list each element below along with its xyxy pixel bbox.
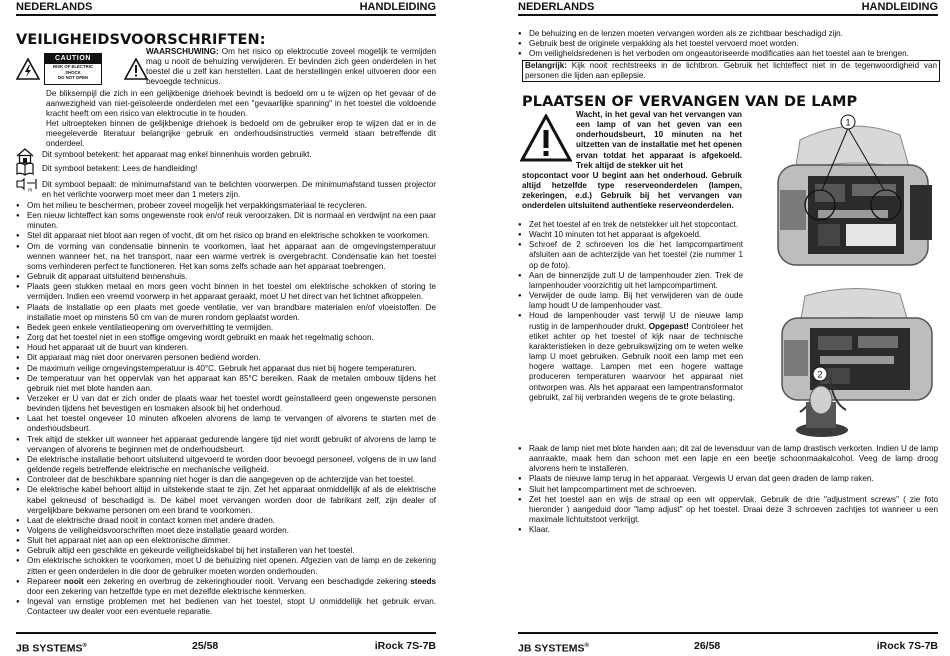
list-item: ● Dit apparaat mag niet door onervaren personen bediend worden. <box>16 353 436 363</box>
step-item: ● Klaar. <box>518 525 938 535</box>
read-manual-icon <box>16 162 34 176</box>
list-item: ● Plaats geen stukken metaal en mors geen vocht binnen in het toestel om elektrische schokken of storing te vermijden. Indien een vreemd voorwerp in het apparaat geraakt, moet U het direct van het lichtnet afkoppelen. <box>16 282 436 302</box>
important-lead: Belangrijk: <box>525 61 567 70</box>
list-item: ● Gebruik altijd een geschikte en gekeurde veiligheidskabel bij het installeren van het toestel. <box>16 546 436 556</box>
header-doc-type: HANDLEIDING <box>359 1 436 13</box>
caution-sub2: DO NOT OPEN <box>57 75 89 80</box>
right-page <box>518 0 938 654</box>
symbol-manual-text: Dit symbool betekent: Lees de handleiding! <box>42 164 198 173</box>
header-rule <box>518 14 938 16</box>
svg-text:m: m <box>28 187 33 192</box>
header-doc-type: HANDLEIDING <box>861 1 938 13</box>
list-item: ● Laat de elektrische draad nooit in contact komen met andere draden. <box>16 516 436 526</box>
large-exclamation-warning-icon <box>520 114 572 162</box>
important-text: Kijk nooit rechtstreeks in de lichtbron. Gebruik het lichteffect niet in de tegenwoordigheid van personen die lijden aan epilepsie. <box>525 61 937 81</box>
warning-lead: WAARSCHUWING: <box>146 47 219 56</box>
lightning-explanation: De bliksempijl die zich in een gelijkbenige driehoek bevindt is bedoeld om u te wijzen op het gevaar of de aanwezigheid van niet-geïsoleerde onderdelen met een "gevaarlijke spanning" in het toestel die voldoende kracht heeft om een risico van elektrocutie in te houden. <box>46 89 436 119</box>
lamp-steps-list <box>518 220 743 403</box>
list-item: ● Gebruik dit apparaat uitsluitend binnenshuis. <box>16 272 436 282</box>
list-item: ● Gebruik best de originele verpakking als het toestel vervoerd moet worden. <box>518 39 938 49</box>
step-item: ● Zet het toestel af en trek de netstekker uit het stopcontact. <box>518 220 743 230</box>
exclamation-warning-icon <box>124 58 148 80</box>
footer-brand: JB SYSTEMS® <box>16 642 87 655</box>
footer-brand: JB SYSTEMS® <box>518 642 589 655</box>
list-item-fuse: ● Repareer nooit een zekering en overbrug de zekeringhouder nooit. Vervang een beschadigde zekering steeds door een zekering van hetzelfde type en met dezelfde elektrische kenmerken. <box>16 577 436 597</box>
step-item: ● Zet het toestel aan en wijs de straal op een wit oppervlak. Gebruik de drie "adjustment screws" ( zie foto hieronder ) aangeduid door "lamp adjust" op het toestel. Draai deze 3 schroeven zachtjes tot wanneer u een maximale lichtuitstoot verkrijgt. <box>518 495 938 525</box>
list-item: ● Ingeval van ernstige problemen met het bedienen van het toestel, stopt U onmiddellijk het gebruik ervan. Contacteer uw dealer voor een eventuele reparatie. <box>16 597 436 617</box>
footer-model: iRock 7S-7B <box>374 640 436 652</box>
step-item: ● Sluit het lampcompartiment met de schroeven. <box>518 485 938 495</box>
caution-title: CAUTION <box>45 54 101 64</box>
list-item: ● De elektrische installatie behoort uitsluitend uitgevoerd te worden door bevoegd personeel, volgens de in uw land geldende regels betreffende elektrische en mechanische veiligheid. <box>16 455 436 475</box>
exclamation-explanation: Het uitroepteken binnen de gelijkbenige driehoek is bedoeld om de gebruiker erop te wijzen dat er in de meegeleverde literatuur belangrijke gebruik en onderhoudsinstructies vermeld staan betreffende dit onderdeel. <box>46 119 436 149</box>
safety-bullet-list-continued <box>518 29 938 59</box>
warning-paragraph <box>146 47 436 88</box>
footer-model: iRock 7S-7B <box>876 640 938 652</box>
list-item: ● Verzeker er U van dat er zich onder de plaats waar het toestel wordt geïnstalleerd geen ongewenste personen bevinden tijdens het bevestigen en losmaken alsook bij het onderhoud. <box>16 394 436 414</box>
minimum-distance-icon <box>16 178 38 192</box>
symbol-distance-text: Dit symbool bepaalt: de minimumafstand van te belichten voorwerpen. De minimumafstand tussen projector en het verlichte voorwerp moet meer dan 1 meters zijn. <box>42 180 436 200</box>
step-item: ● Schroef de 2 schroeven los die het lampcompartiment afsluiten aan de achterzijde van het toestel (zie nummer 1 op de foto). <box>518 240 743 270</box>
list-item: ● Controleer dat de beschikbare spanning niet hoger is dan die aangegeven op de achterzijde van het toestel. <box>16 475 436 485</box>
list-item: ● De maximum veilige omgevingstemperatuur is 40°C. Gebruik het apparaat dus niet bij hogere temperaturen. <box>16 364 436 374</box>
page-header <box>16 1 436 14</box>
lamp-warning-text: stopcontact voor U begint aan het onderhoud. Gebruik altijd hetzelfde type reserveonderdelen (lampen, zekeringen, e.d.) Gebruik bij het vervangen van onderdelen uitsluitend authentieke reserveonderdelen. <box>522 171 742 211</box>
list-item: ● Sluit het apparaat niet aan op een elektronische dimmer. <box>16 536 436 546</box>
list-item: ● Plaats de installatie op een plaats met goede ventilatie, ver van brandbare materialen en/of vloeistoffen. De installatie moet op minstens 50 cm van de muren rondom geplaatst worden. <box>16 303 436 323</box>
list-item: ● Om de vorming van condensatie binnenin te voorkomen, laat het apparaat aan de omgevingstemperatuur wennen wanneer het, na het transport, naar een warme vertrek is overgebracht. Condensatie kan het toestel soms verhinderen perfect te functioneren. Het kan soms zelfs schade aan het apparaat toebrengen. <box>16 242 436 272</box>
rear-panel-photo <box>760 110 940 275</box>
step-item: ● Wacht 10 minuten tot het apparaat is afgekoeld. <box>518 230 743 240</box>
list-item: ● Een nieuw lichteffect kan soms ongewenste rook en/of reuk veroorzaken. Dit is normaal en verdwijnt na een paar minuten. <box>16 211 436 231</box>
list-item: ● Om veiligheidsredenen is het verboden om ongeautoriseerde modificaties aan het toestel aan te brengen. <box>518 49 938 59</box>
lamp-warning-text-top: Wacht, in het geval van het vervangen van een lamp of van het geven van een onderhoudsbeurt, 10 minuten na het uitzetten van de installatie met het openen ervan totdat het apparaat is afgekoeld. Trek altijd de stekker uit het <box>576 110 742 170</box>
photo1-marker: 1 <box>845 117 851 128</box>
caution-sub1: RISK OF ELECTRIC SHOCK <box>52 64 94 75</box>
warning-text: Om het risico op elektrocutie zoveel mogelijk te vermijden mag u nooit de behuizing verwijderen. Er bevinden zich geen onderdelen in het toestel die u zelf kan herstellen. Laat de herstellingen enkel uitvoeren door een bevoegde technicus. <box>146 47 436 87</box>
list-item: ● Houd het apparaat uit de buurt van kinderen. <box>16 343 436 353</box>
symbol-indoor-text: Dit symbool betekent: het apparaat mag enkel binnenhuis worden gebruikt. <box>42 150 312 159</box>
list-item: ● Trek altijd de stekker uit wanneer het apparaat gedurende langere tijd niet wordt gebruikt of alvorens de lamp te vervangen of alvorens te beginnen met de onderhoudsbeurt. <box>16 435 436 455</box>
header-language: NEDERLANDS <box>518 1 595 13</box>
safety-bullet-list <box>16 201 436 617</box>
list-item: ● De elektrische kabel behoort altijd in uitstekende staat te zijn. Zet het apparaat onmiddellijk af als de elektrische kabel gekneusd of beschadigd is. De kabel moet vervangen worden door de fabrikant zelf, zijn dealer of vergelijkbare bekwame personen om een brand te voorkomen. <box>16 485 436 515</box>
list-item: ● Stel dit apparaat niet bloot aan regen of vocht, dit om het risico op brand en elektrische schokken te voorkomen. <box>16 231 436 241</box>
step-item-hold: ● Houd de lampenhouder vast terwijl U de nieuwe lamp rustig in de lampenhouder drukt. Opgepast! Controleer het etiket achter op het toestel of kijk naar de technische karakteristieken in deze gebruikswijzing om te weten welke lamp U moet gebruiken. Gebruik nooit een lamp met een hogere wattage. Lampen met een hogere wattage produceren temperaturen waarvoor het apparaat niet ontworpen was. Als het apparaat een lampentransformator gebruikt, zal hij verbranden wegens de te grote belasting. <box>518 311 743 402</box>
left-page <box>16 0 436 654</box>
list-item: ● Volgens de veiligheidsvoorschriften moet deze installatie geaard worden. <box>16 526 436 536</box>
page-header <box>518 1 938 14</box>
lightning-warning-icon <box>16 58 40 80</box>
page-number: 25/58 <box>192 640 219 652</box>
list-item: ● Laat het toestel ongeveer 10 minuten afkoelen alvorens de lamp te vervangen of alvorens te starten met de onderhoudsbeurt. <box>16 414 436 434</box>
page-footer <box>518 640 938 653</box>
list-item: ● Om het milieu te beschermen, probeer zoveel mogelijk het verpakkingsmateriaal te recycleren. <box>16 201 436 211</box>
step-item: ● Verwijder de oude lamp. Bij het verwijderen van de oude lamp houdt U de lampenhouder vast. <box>518 291 743 311</box>
header-rule <box>16 14 436 16</box>
list-item: ● Om elektrische schokken te voorkomen, moet U de behuizing niet openen. Afgezien van de lamp en de zekering zitten er geen onderdelen in die door de gebruiker moeten worden onderhouden. <box>16 556 436 576</box>
section-title: VEILIGHEIDSVOORSCHRIFTEN: <box>16 32 266 48</box>
step-item: ● Aan de binnenzijde zult U de lampenhouder zien. Trek de lampenhouder voorzichtig uit het lampcompartiment. <box>518 271 743 291</box>
list-item: ● Zorg dat het toestel niet in een stoffige omgeving wordt gebruikt en maak het regelmatig schoon. <box>16 333 436 343</box>
step-item: ● Raak de lamp niet met blote handen aan; dit zal de levensduur van de lamp drastisch verkorten. Indien U de lamp aanraakte, maak hem dan schoon met een lapje en een beetje schoonmaakalcohol. Veeg de lamp droog alvorens hem te installeren. <box>518 444 938 474</box>
footer-rule <box>518 632 938 634</box>
photo2-marker: 2 <box>817 369 823 380</box>
step-item: ● Plaats de nieuwe lamp terug in het apparaat. Vergewis U ervan dat geen draden de lamp raken. <box>518 474 938 484</box>
list-item: ● De temperatuur van het oppervlak van het apparaat kan 85°C bereiken. Raak de metalen ombouw tijdens het gebruik niet met blote handen aan. <box>16 374 436 394</box>
list-item: ● De behuizing en de lenzen moeten vervangen worden als ze zichtbaar beschadigd zijn. <box>518 29 938 39</box>
page-number: 26/58 <box>694 640 721 652</box>
header-language: NEDERLANDS <box>16 1 93 13</box>
lamp-steps-list-continued <box>518 444 938 535</box>
lamp-section-title: PLAATSEN OF VERVANGEN VAN DE LAMP <box>522 94 858 110</box>
footer-rule <box>16 632 436 634</box>
caution-label <box>44 53 102 85</box>
page-footer <box>16 640 436 653</box>
lamp-holder-photo <box>760 282 940 442</box>
important-box <box>522 60 940 82</box>
list-item: ● Bedek geen enkele ventilatieopening om oververhitting te vermijden. <box>16 323 436 333</box>
